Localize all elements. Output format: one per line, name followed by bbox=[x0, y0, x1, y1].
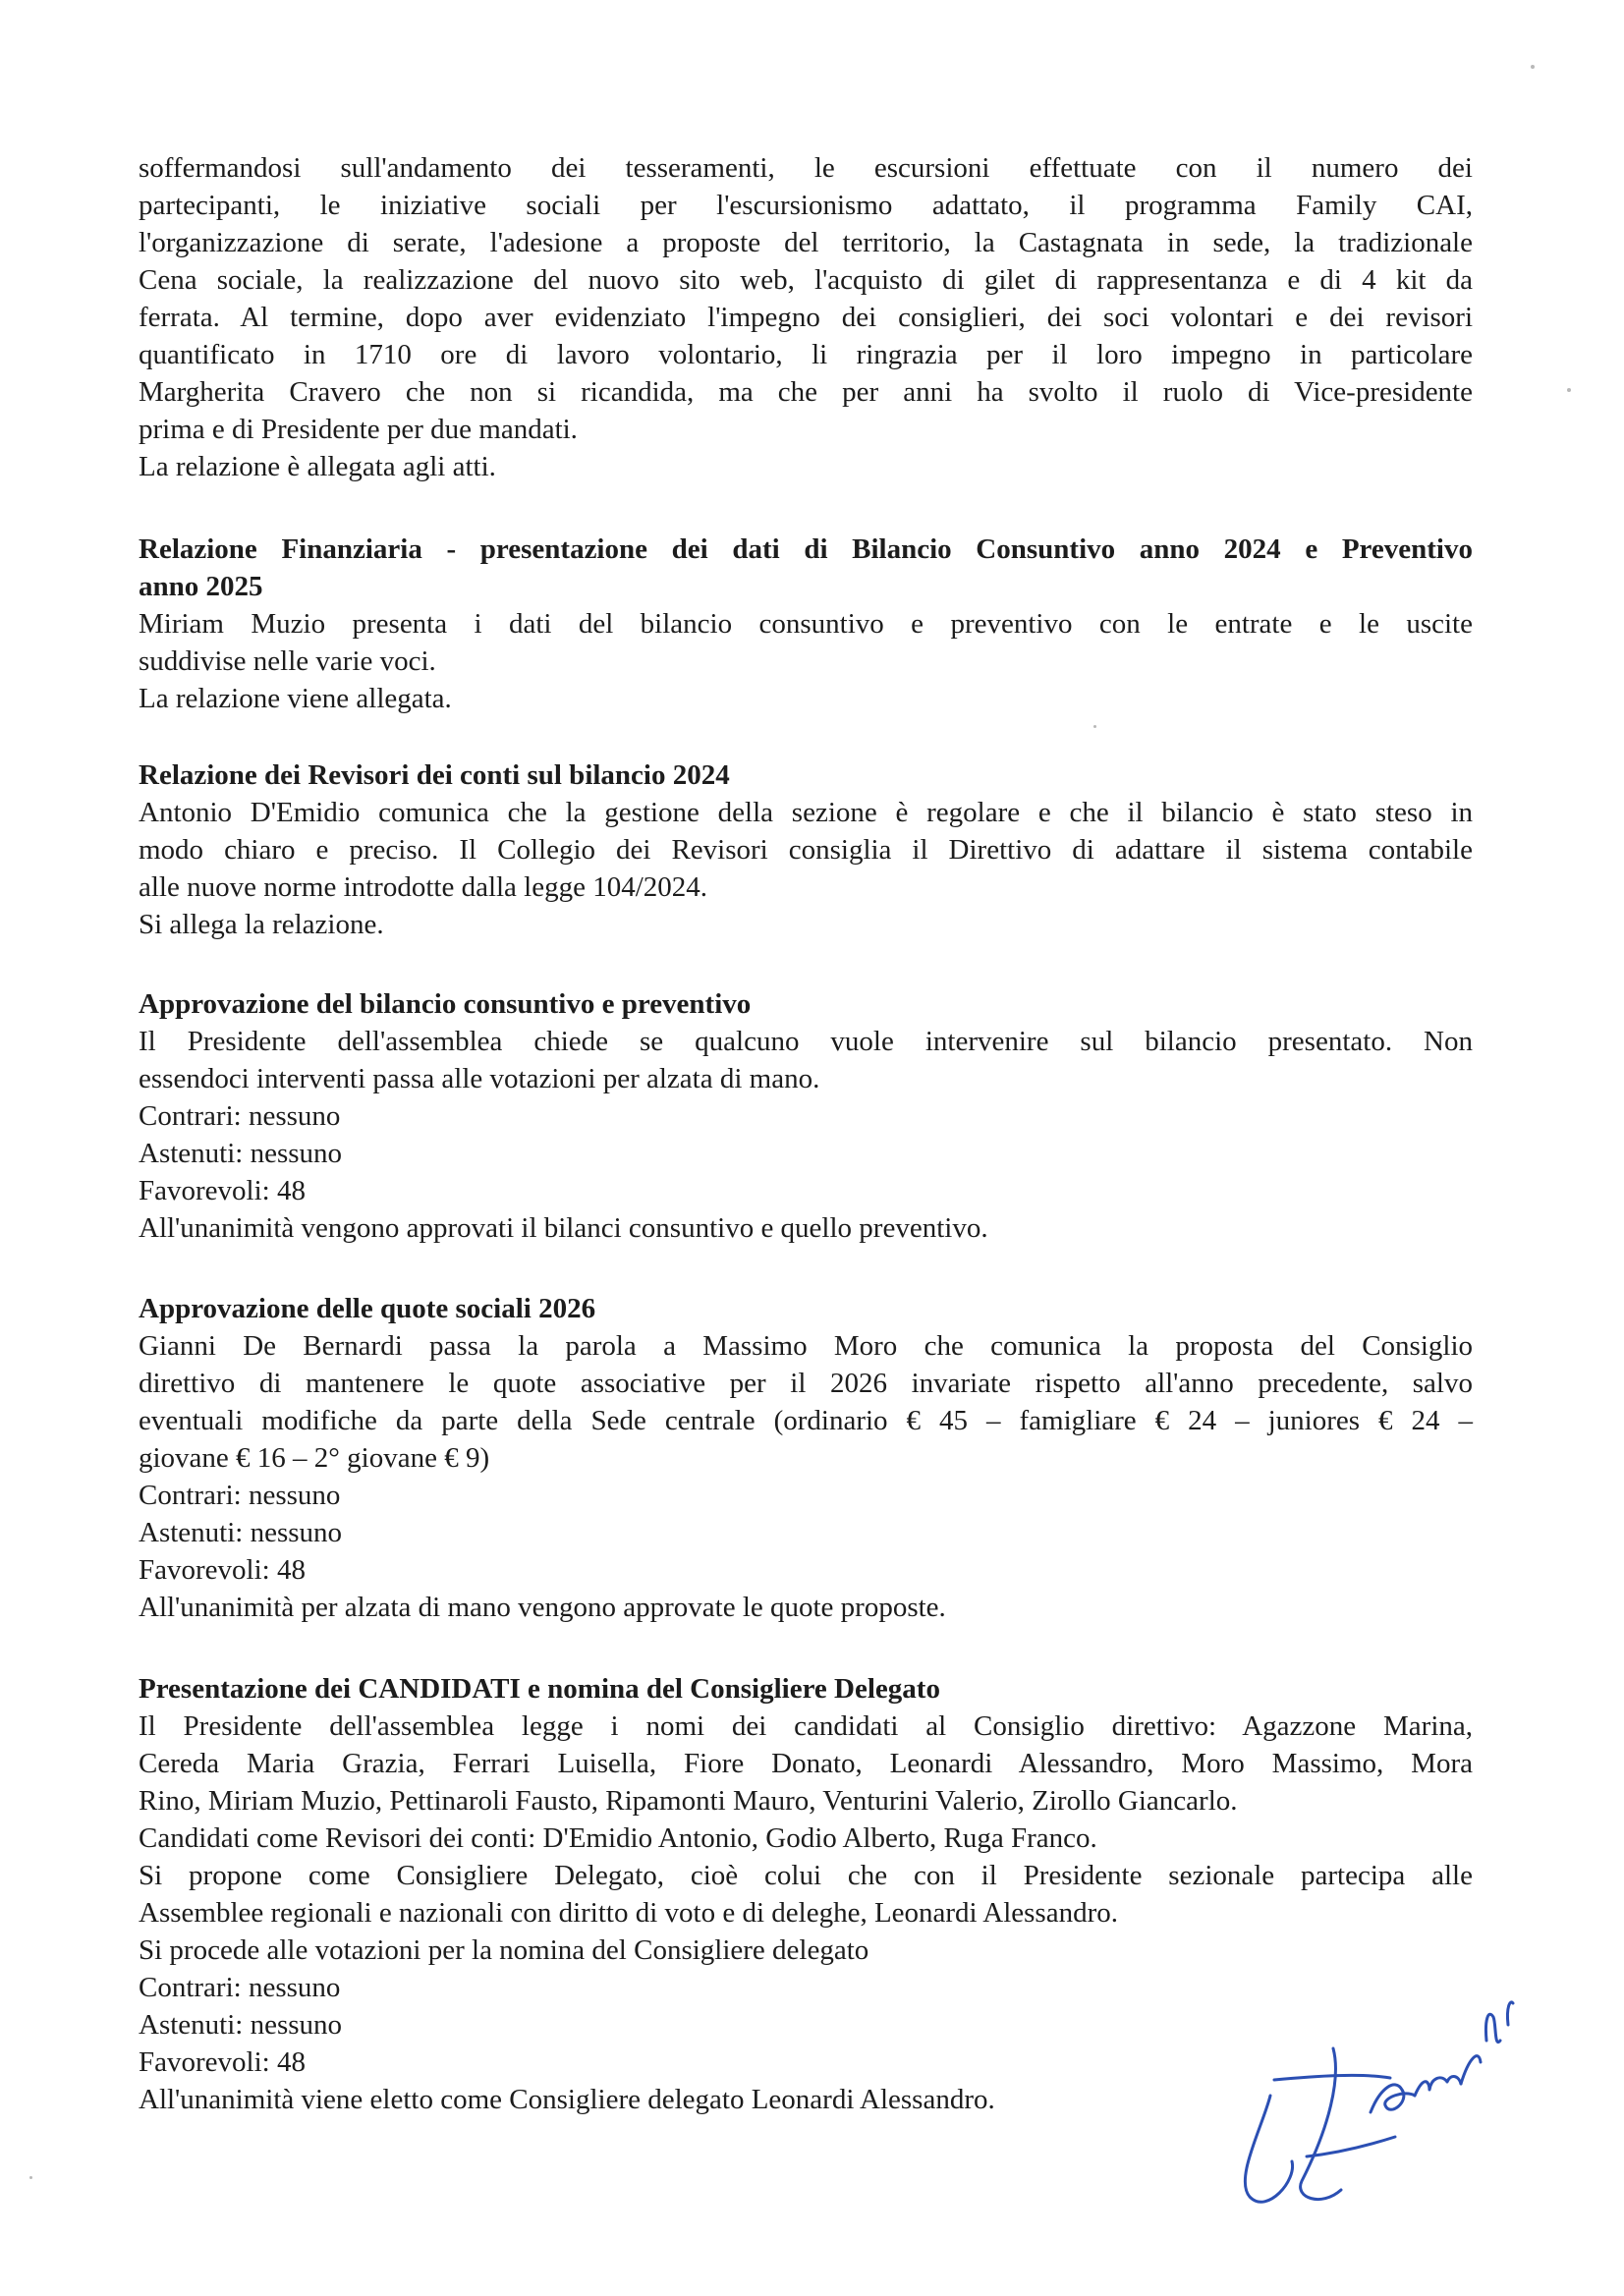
intro-line: prima e di Presidente per due mandati. bbox=[139, 414, 578, 445]
intro-line: soffermandosi sull'andamento dei tesseramenti, le escursioni effettuate con il numero dei bbox=[139, 152, 1473, 184]
fees-approval-line: giovane € 16 – 2° giovane € 9) bbox=[139, 1442, 490, 1474]
auditors-line: alle nuove norme introdotte dalla legge 104/2024. bbox=[139, 871, 708, 903]
candidates-heading: Presentazione dei CANDIDATI e nomina del Consigliere Delegato bbox=[139, 1673, 940, 1705]
financial-section bbox=[139, 531, 1473, 717]
budget-approval-heading: Approvazione del bilancio consuntivo e preventivo bbox=[139, 988, 752, 1020]
fees-approval-section bbox=[139, 1290, 1473, 1626]
intro-line: l'organizzazione di serate, l'adesione a proposte del territorio, la Castagnata in sede, la tradizionale bbox=[139, 227, 1473, 258]
budget-approval-line: essendoci interventi passa alle votazioni per alzata di mano. bbox=[139, 1063, 820, 1094]
handwritten-signature bbox=[1223, 1980, 1547, 2215]
auditors-heading: Relazione dei Revisori dei conti sul bilancio 2024 bbox=[139, 759, 730, 791]
intro-line: partecipanti, le iniziative sociali per l'escursionismo adattato, il programma Family CAI, bbox=[139, 190, 1473, 221]
candidates-delegate-line: Assemblee regionali e nazionali con diritto di voto e di deleghe, Leonardi Alessandro. bbox=[139, 1897, 1118, 1929]
candidates-line: Rino, Miriam Muzio, Pettinaroli Fausto, Ripamonti Mauro, Venturini Valerio, Zirollo Giancarlo. bbox=[139, 1785, 1238, 1817]
candidates-line: Cereda Maria Grazia, Ferrari Luisella, Fiore Donato, Leonardi Alessandro, Moro Massimo, Mora bbox=[139, 1748, 1473, 1779]
intro-line: Margherita Cravero che non si ricandida, ma che per anni ha svolto il ruolo di Vice-presidente bbox=[139, 376, 1473, 408]
financial-heading: anno 2025 bbox=[139, 571, 263, 602]
budget-approval-section bbox=[139, 985, 1473, 1247]
financial-attached: La relazione viene allegata. bbox=[139, 683, 452, 714]
vote-favorevoli: Favorevoli: 48 bbox=[139, 2046, 306, 2078]
financial-heading: Relazione Finanziaria - presentazione dei dati di Bilancio Consuntivo anno 2024 e Preventivo bbox=[139, 533, 1473, 565]
candidates-auditors: Candidati come Revisori dei conti: D'Emidio Antonio, Godio Alberto, Ruga Franco. bbox=[139, 1822, 1097, 1854]
intro-line: quantificato in 1710 ore di lavoro volontario, li ringrazia per il loro impegno in particolare bbox=[139, 339, 1473, 370]
fees-approval-line: Gianni De Bernardi passa la parola a Massimo Moro che comunica la proposta del Consiglio bbox=[139, 1330, 1473, 1362]
auditors-section bbox=[139, 756, 1473, 943]
fees-approval-result: All'unanimità per alzata di mano vengono approvate le quote proposte. bbox=[139, 1592, 946, 1623]
fees-approval-heading: Approvazione delle quote sociali 2026 bbox=[139, 1293, 596, 1324]
auditors-line: modo chiaro e preciso. Il Collegio dei Revisori consiglia il Direttivo di adattare il sistema contabile bbox=[139, 834, 1473, 866]
vote-contrari: Contrari: nessuno bbox=[139, 1972, 341, 2003]
candidates-delegate-line: Si propone come Consigliere Delegato, cioè colui che con il Presidente sezionale partecipa alle bbox=[139, 1860, 1473, 1891]
auditors-line: Antonio D'Emidio comunica che la gestione della sezione è regolare e che il bilancio è stato steso in bbox=[139, 797, 1473, 828]
candidates-result: All'unanimità viene eletto come Consigliere delegato Leonardi Alessandro. bbox=[139, 2084, 995, 2115]
budget-approval-result: All'unanimità vengono approvati il bilanci consuntivo e quello preventivo. bbox=[139, 1212, 988, 1244]
intro-section bbox=[139, 149, 1473, 485]
auditors-attached: Si allega la relazione. bbox=[139, 909, 384, 940]
financial-line: suddivise nelle varie voci. bbox=[139, 645, 436, 677]
vote-astenuti: Astenuti: nessuno bbox=[139, 1138, 343, 1169]
intro-line: ferrata. Al termine, dopo aver evidenziato l'impegno dei consiglieri, dei soci volontari e dei revisori bbox=[139, 302, 1473, 333]
candidates-line: Il Presidente dell'assemblea legge i nomi dei candidati al Consiglio direttivo: Agazzone Marina, bbox=[139, 1710, 1473, 1742]
fees-approval-line: eventuali modifiche da parte della Sede centrale (ordinario € 45 – famigliare € 24 – juniores € 24 – bbox=[139, 1405, 1473, 1436]
vote-astenuti: Astenuti: nessuno bbox=[139, 2009, 343, 2041]
budget-approval-line: Il Presidente dell'assemblea chiede se qualcuno vuole intervenire sul bilancio presentato. Non bbox=[139, 1026, 1473, 1057]
intro-line: Cena sociale, la realizzazione del nuovo sito web, l'acquisto di gilet di rappresentanza e di 4 kit da bbox=[139, 264, 1473, 296]
vote-favorevoli: Favorevoli: 48 bbox=[139, 1175, 306, 1206]
financial-line: Miriam Muzio presenta i dati del bilancio consuntivo e preventivo con le entrate e le uscite bbox=[139, 608, 1473, 640]
scan-speck bbox=[1567, 388, 1571, 392]
vote-contrari: Contrari: nessuno bbox=[139, 1480, 341, 1511]
intro-attached: La relazione è allegata agli atti. bbox=[139, 451, 496, 482]
candidates-vote-intro: Si procede alle votazioni per la nomina del Consigliere delegato bbox=[139, 1934, 869, 1966]
vote-favorevoli: Favorevoli: 48 bbox=[139, 1554, 306, 1586]
vote-astenuti: Astenuti: nessuno bbox=[139, 1517, 343, 1548]
scan-speck bbox=[29, 2176, 32, 2179]
scan-speck bbox=[1093, 725, 1096, 728]
fees-approval-line: direttivo di mantenere le quote associative per il 2026 invariate rispetto all'anno precedente, salvo bbox=[139, 1368, 1473, 1399]
scan-speck bbox=[1531, 65, 1535, 69]
vote-contrari: Contrari: nessuno bbox=[139, 1100, 341, 1132]
